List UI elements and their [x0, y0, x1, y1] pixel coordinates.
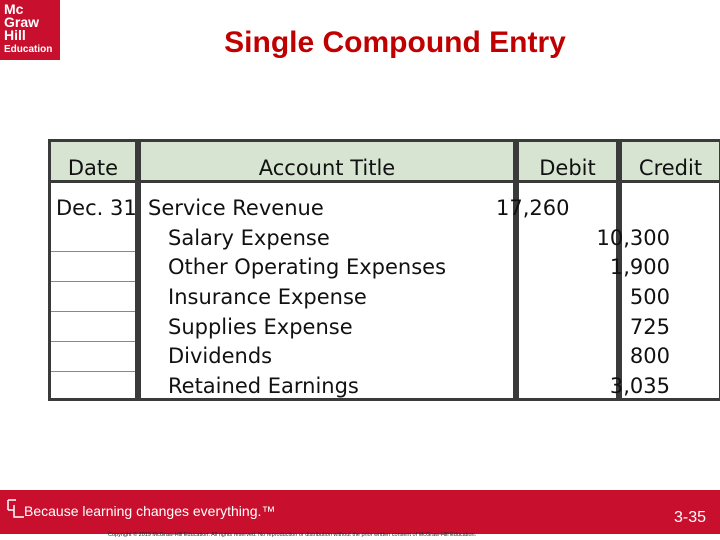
logo-line-4: Education	[4, 44, 53, 55]
row-credit: 500	[629, 285, 670, 309]
page-number: 3-35	[673, 509, 706, 526]
logo-line-1: Mc	[4, 1, 24, 17]
row-divider	[51, 341, 135, 342]
row-credit: 725	[629, 315, 670, 339]
row-account: Service Revenue	[148, 196, 324, 220]
account-header-cell	[141, 139, 513, 183]
row-divider	[51, 281, 135, 282]
row-divider	[51, 251, 135, 252]
slide-title: Single Compound Entry	[224, 26, 566, 59]
debit-column	[516, 139, 619, 401]
row-credit: 800	[629, 344, 670, 368]
credit-header-cell	[622, 139, 719, 183]
row-account: Other Operating Expenses	[168, 255, 447, 279]
credit-header: Credit	[638, 156, 703, 180]
row-credit: 1,900	[609, 255, 670, 279]
row-divider	[51, 311, 135, 312]
row-credit: 3,035	[609, 374, 670, 398]
row-account: Dividends	[168, 344, 273, 368]
row-account: Insurance Expense	[168, 285, 367, 309]
logo-line-3: Hill	[4, 27, 26, 43]
footer-tagline: Because learning changes everything.™	[24, 503, 276, 519]
row-debit: 17,260	[496, 196, 570, 220]
account-header: Account Title	[258, 156, 396, 180]
debit-header-cell	[519, 139, 616, 183]
debit-header: Debit	[539, 156, 596, 180]
logo-line-2: Graw	[4, 14, 40, 30]
copyright-notice: Copyright © 2019 McGraw-Hill Education. All rights reserved. No reproduction or distribution without the prior written consent of McGraw-Hill Education.	[108, 532, 477, 538]
date-header: Date	[67, 156, 119, 180]
row-divider	[51, 371, 135, 372]
row-date: Dec. 31	[56, 196, 137, 220]
row-account: Supplies Expense	[168, 315, 353, 339]
row-account: Retained Earnings	[168, 374, 359, 398]
row-account: Salary Expense	[168, 226, 330, 250]
row-credit: 10,300	[596, 226, 670, 250]
date-header-cell	[51, 139, 135, 183]
date-column	[48, 139, 138, 401]
